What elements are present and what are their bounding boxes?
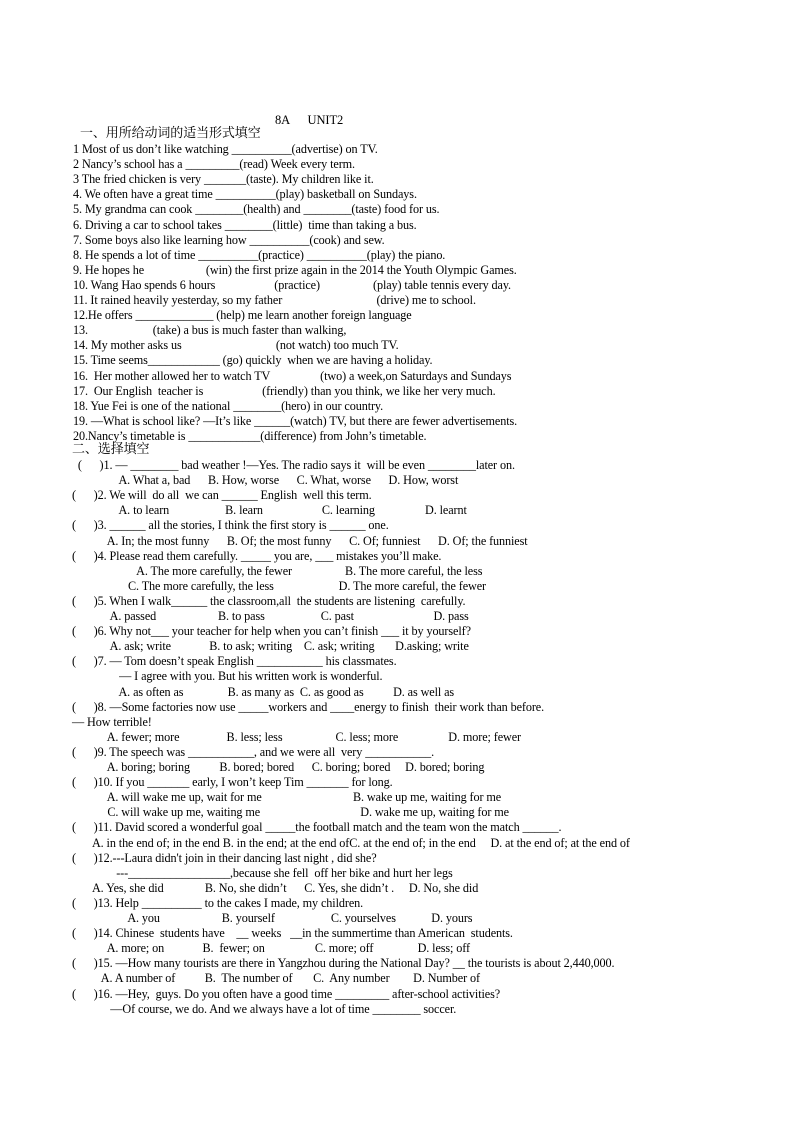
choice-question-line: ( )10. If you _______ early, I won’t keep Tim _______ for long. (72, 775, 393, 790)
choice-question-line: A. passed B. to pass C. past D. pass (72, 609, 469, 623)
choice-question-line: A. In; the most funny B. Of; the most funny C. Of; funniest D. Of; the funniest (72, 533, 528, 548)
fill-blank-question: 2 Nancy’s school has a _________(read) Week every term. (73, 157, 355, 172)
choice-question-line: A. A number of B. The number of C. Any number D. Number of (72, 971, 480, 986)
choice-question-line: ---_________________,because she fell off her bike and hurt her legs (72, 865, 453, 880)
choice-question-line: ( )16. —Hey, guys. Do you often have a good time _________ after-school activities? (72, 986, 501, 1001)
choice-question-line: ( )12.---Laura didn't join in their dancing last night , did she? (72, 850, 377, 865)
choice-question-line: C. will wake up me, waiting me D. wake me up, waiting for me (72, 805, 509, 820)
choice-question-line: ( )8. —Some factories now use _____workers and ____energy to finish their work than before. (72, 699, 545, 714)
fill-blank-question: 15. Time seems____________ (go) quickly when we are having a holiday. (73, 353, 433, 368)
fill-blank-question: 19. —What is school like? —It’s like ______(watch) TV, but there are fewer advertisements. (73, 413, 518, 428)
choice-question-line: A. boring; boring B. bored; bored C. boring; bored D. bored; boring (72, 760, 485, 774)
fill-blank-question: 10. Wang Hao spends 6 hours (practice) (play) table tennis every day. (73, 277, 511, 292)
choice-question-line: ( )15. —How many tourists are there in Yangzhou during the National Day? __ the tourists is about 2,440,000. (72, 956, 615, 971)
fill-blank-question: 1 Most of us don’t like watching __________(advertise) on TV. (73, 142, 378, 156)
choice-question-line: A. will wake me up, wait for me B. wake up me, waiting for me (72, 790, 502, 805)
choice-question-line: ( )2. We will do all we can ______ English well this term. (72, 488, 372, 503)
choice-question-line: ( )7. — Tom doesn’t speak English ___________ his classmates. (72, 654, 397, 669)
choice-question-line: A. fewer; more B. less; less C. less; more D. more; fewer (72, 729, 521, 744)
choice-question-line: A. to learn B. learn C. learning D. learnt (72, 503, 467, 518)
choice-question-line: ( )6. Why not___ your teacher for help when you can’t finish ___ it by yourself? (72, 624, 471, 639)
fill-blank-question: 12.He offers _____________ (help) me learn another foreign language (73, 308, 412, 323)
fill-blank-question: 6. Driving a car to school takes ________(little) time than taking a bus. (73, 217, 417, 232)
fill-blank-question: 7. Some boys also like learning how __________(cook) and sew. (73, 232, 385, 247)
choice-question-line: ( )14. Chinese students have __ weeks __in the summertime than American students. (72, 926, 513, 941)
choice-question-line: ( )13. Help __________ to the cakes I made, my children. (72, 895, 364, 910)
choice-question-line: ( )11. David scored a wonderful goal _____the football match and the team won the match ______. (72, 820, 562, 835)
choice-question-line: ( )3. ______ all the stories, I think the first story is ______ one. (72, 518, 389, 533)
choice-question-line: A. ask; write B. to ask; writing C. ask; writing D.asking; write (72, 639, 469, 654)
section-1-heading: 一、用所给动词的适当形式填空 (80, 126, 261, 141)
choice-question-line: A. as often as B. as many as C. as good as D. as well as (72, 684, 455, 699)
choice-question-line: A. you B. yourself C. yourselves D. yours (72, 911, 473, 925)
fill-blank-question: 14. My mother asks us (not watch) too much TV. (73, 338, 399, 353)
fill-blank-question: 4. We often have a great time __________(play) basketball on Sundays. (73, 187, 417, 202)
page-title: 8A UNIT2 (275, 113, 344, 127)
fill-blank-question: 16. Her mother allowed her to watch TV (two) a week,on Saturdays and Sundays (73, 368, 512, 383)
choice-question-line: A. What a, bad B. How, worse C. What, worse D. How, worst (72, 473, 459, 488)
choice-question-line: ( )5. When I walk______ the classroom,all the students are listening carefully. (72, 593, 466, 608)
choice-question-line: —Of course, we do. And we always have a lot of time ________ soccer. (72, 1001, 457, 1016)
fill-blank-question: 9. He hopes he (win) the first prize again in the 2014 the Youth Olympic Games. (73, 262, 517, 277)
fill-blank-question: 8. He spends a lot of time __________(practice) __________(play) the piano. (73, 247, 446, 262)
fill-blank-question: 3 The fried chicken is very _______(taste). My children like it. (73, 172, 374, 187)
choice-question-line: A. Yes, she did B. No, she didn’t C. Yes, she didn’t . D. No, she did (72, 880, 479, 895)
choice-question-line: A. more; on B. fewer; on C. more; off D. less; off (72, 941, 470, 956)
fill-blank-question: 17. Our English teacher is (friendly) than you think, we like her very much. (73, 383, 496, 398)
fill-blank-question: 18. Yue Fei is one of the national ________(hero) in our country. (73, 398, 384, 413)
choice-question-line: A. The more carefully, the fewer B. The more careful, the less (72, 563, 483, 578)
choice-question-line: C. The more carefully, the less D. The more careful, the fewer (72, 578, 486, 593)
fill-blank-question: 5. My grandma can cook ________(health) and ________(taste) food for us. (73, 202, 440, 217)
choice-question-line: ( )9. The speech was ___________, and we were all very ___________. (72, 744, 435, 759)
choice-question-line: — How terrible! (72, 714, 152, 729)
choice-question-line: ( )1. — ________ bad weather !—Yes. The radio says it will be even ________later on. (72, 458, 515, 472)
choice-question-line: A. in the end of; in the end B. in the end; at the end ofC. at the end of; in the end D. at the end of; at the end of (72, 835, 630, 850)
fill-blank-question: 20.Nancy’s timetable is ____________(difference) from John’s timetable. (73, 428, 427, 443)
fill-blank-question: 13. (take) a bus is much faster than walking, (73, 323, 347, 338)
section-2-heading: 二、选择填空 (72, 442, 150, 457)
choice-question-line: — I agree with you. But his written work is wonderful. (72, 669, 383, 684)
choice-question-line: ( )4. Please read them carefully. _____ you are, ___ mistakes you’ll make. (72, 548, 442, 563)
fill-blank-question: 11. It rained heavily yesterday, so my father (drive) me to school. (73, 293, 476, 307)
